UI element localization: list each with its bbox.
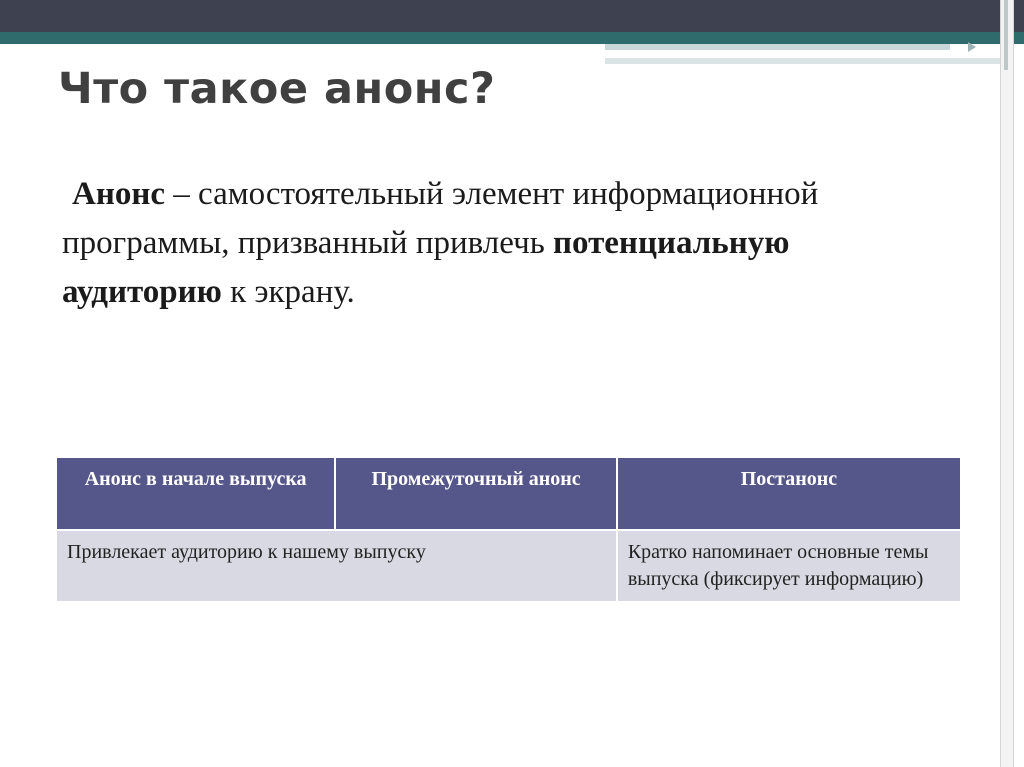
top-light-bar-secondary bbox=[605, 58, 1010, 64]
definition-paragraph bbox=[62, 170, 942, 317]
merged-cell-attracts-audience: Привлекает аудиторию к нашему выпуску bbox=[56, 530, 617, 602]
definition-text-2: к экрану. bbox=[221, 274, 355, 310]
header-cell-intermediate-announce: Промежуточный анонс bbox=[335, 457, 617, 530]
definition-emphasis: потенциальную аудиторию bbox=[62, 225, 790, 310]
right-frame-accent bbox=[1004, 0, 1008, 70]
top-teal-bar bbox=[0, 32, 1024, 44]
top-light-bar bbox=[605, 44, 950, 50]
table-header-row bbox=[56, 457, 961, 530]
header-cell-start-announce: Анонс в начале выпуска bbox=[56, 457, 335, 530]
top-dark-bar bbox=[0, 0, 1024, 32]
right-frame-decoration bbox=[1000, 0, 1014, 767]
definition-text-1: – самостоятельный элемент информационной программы, призванный привлечь bbox=[62, 176, 819, 261]
announce-types-table bbox=[55, 456, 962, 603]
triangle-marker-icon bbox=[968, 42, 976, 52]
header-cell-post-announce: Постанонс bbox=[617, 457, 961, 530]
cell-post-announce-description: Кратко напоминает основные темы выпуска (фиксирует информацию) bbox=[617, 530, 961, 602]
table-row bbox=[56, 530, 961, 602]
definition-term: Анонс bbox=[72, 176, 166, 212]
slide-title: Что такое анонс? bbox=[58, 64, 496, 114]
